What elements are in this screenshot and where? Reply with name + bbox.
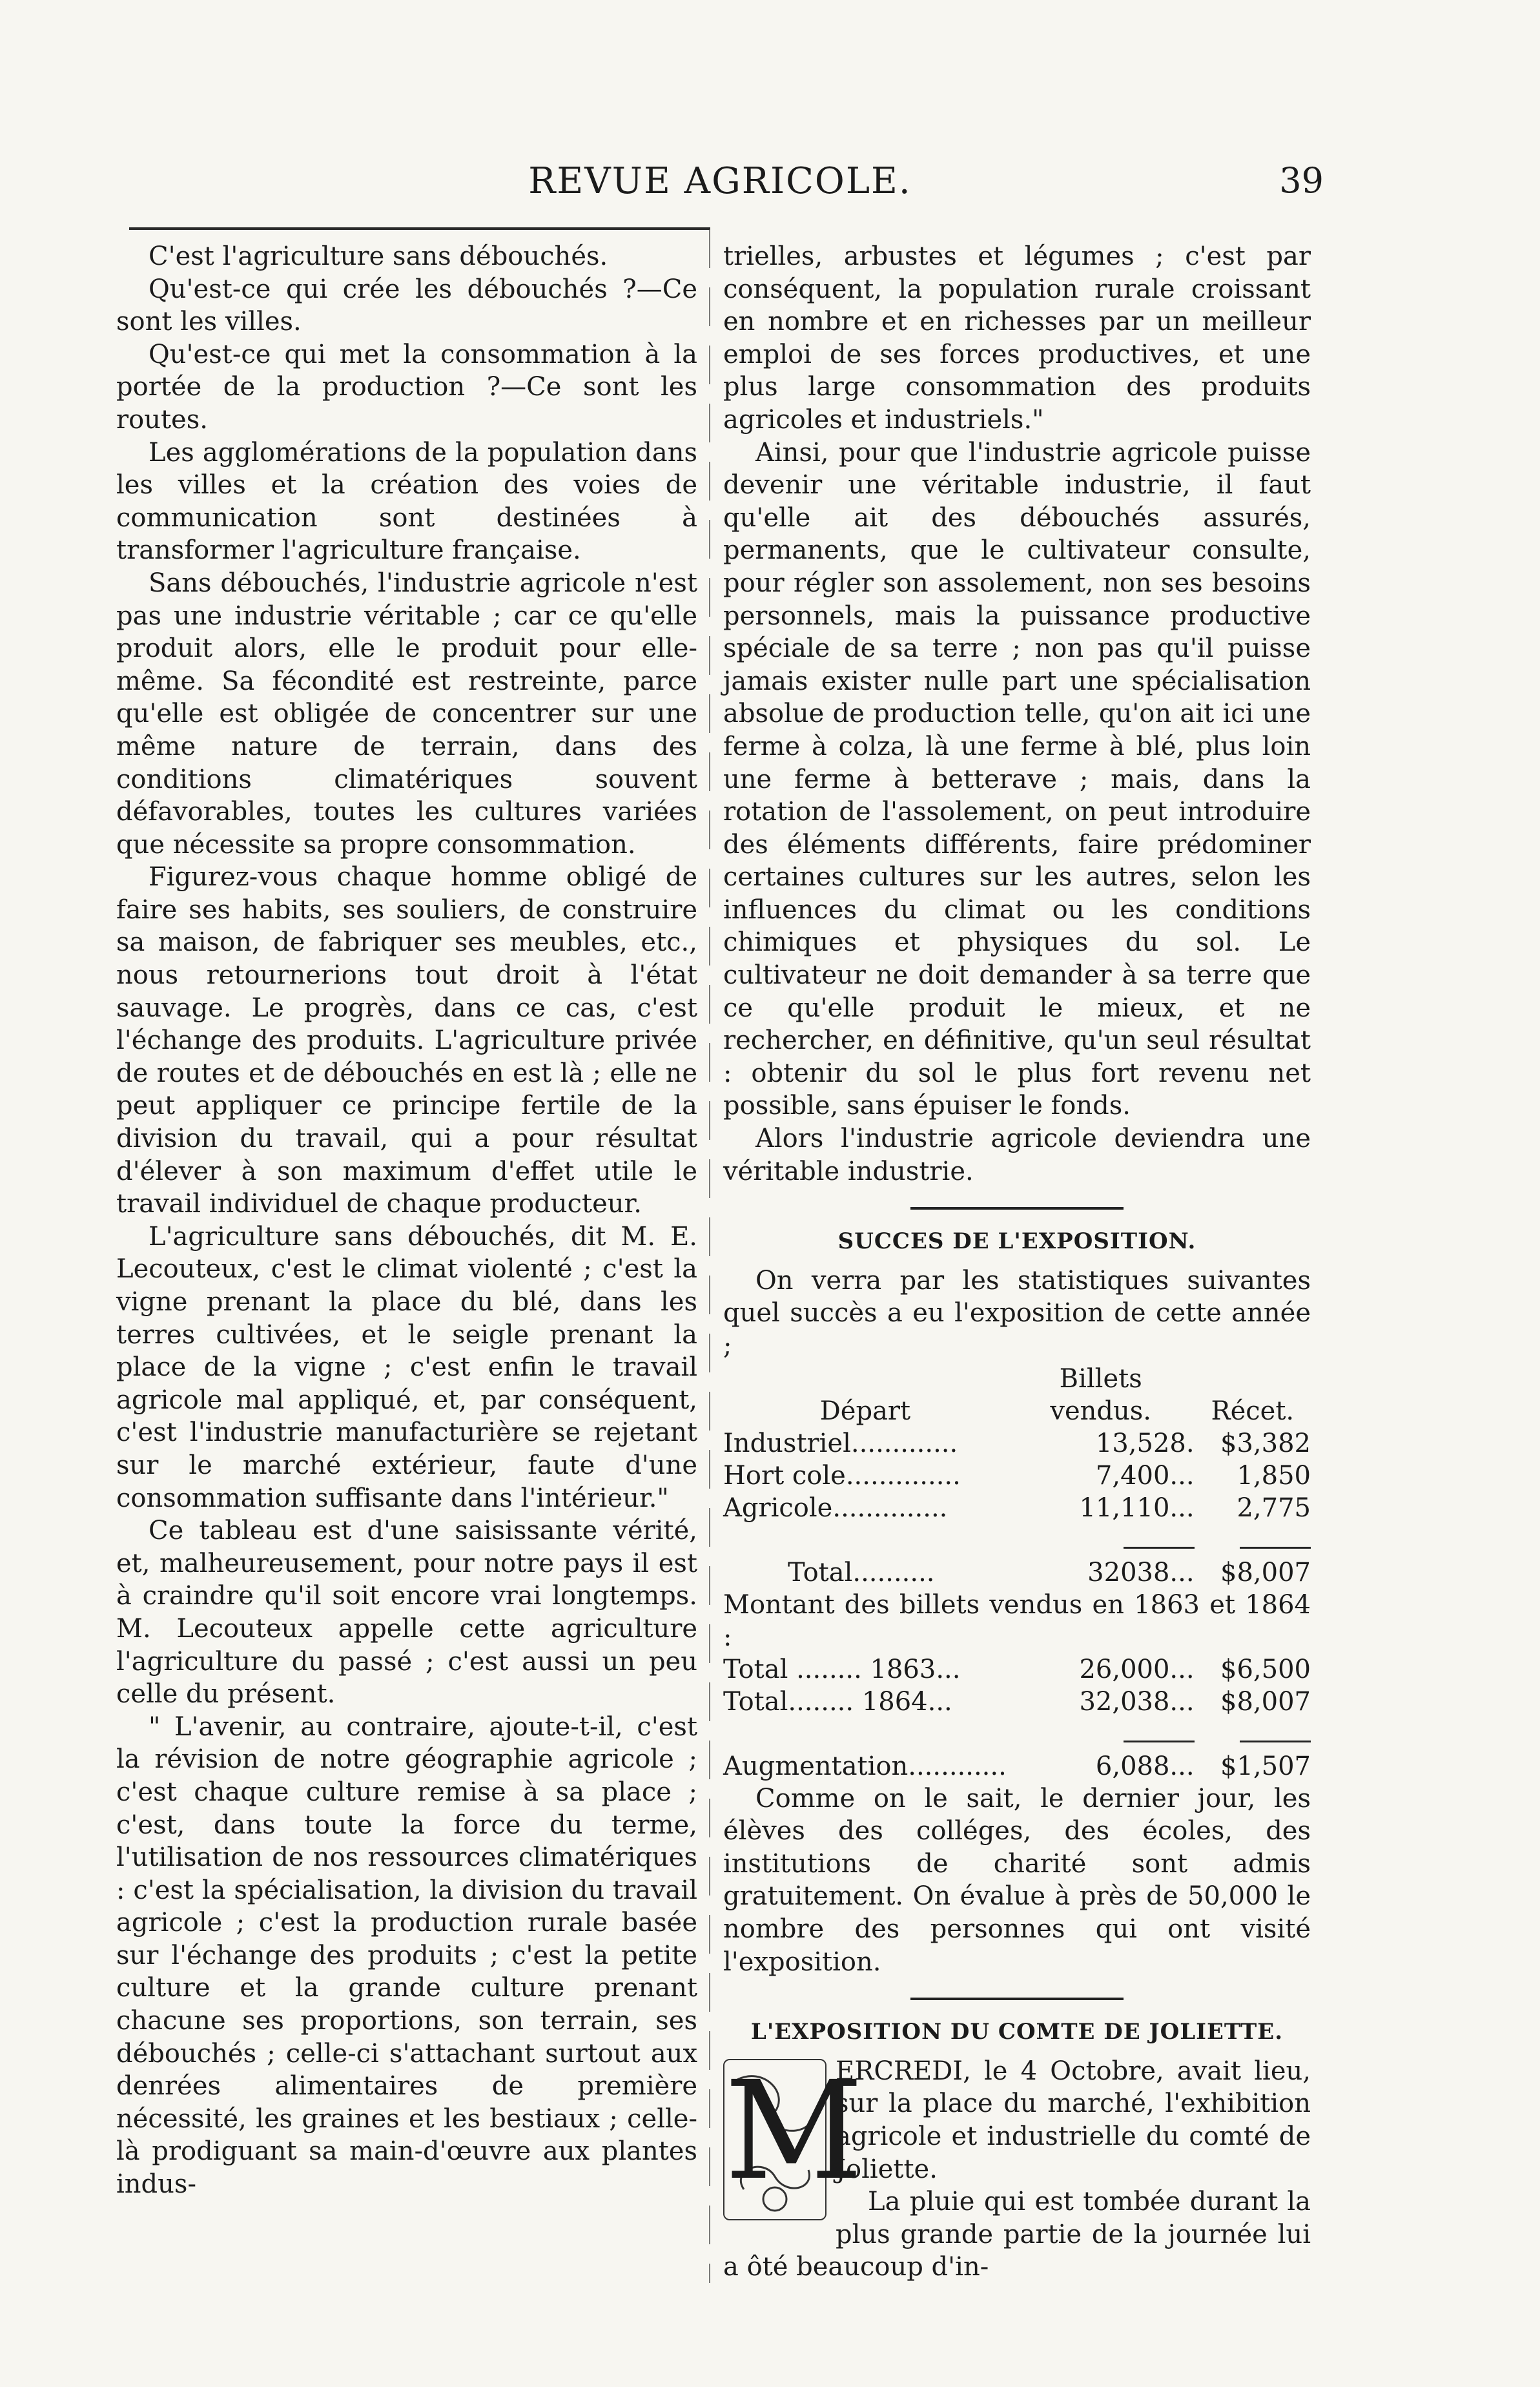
cell: 11,110...: [1079, 1493, 1195, 1523]
journal-title: REVUE AGRICOLE.: [528, 160, 912, 202]
table-row: [723, 1460, 1311, 1492]
ornamental-dropcap: [723, 2051, 864, 2220]
sum-rule: [1240, 1547, 1311, 1549]
paragraph: " L'avenir, au contraire, ajoute-t-il, c'est la révision de notre géographie agricole ; c'est chaque culture remise à sa place ; c'est, dans toute la force du terme, l'utilisation de nos ressources climatériques : c'est la spécialisation, la division du travail agricole ; c'est la production rurale basée sur l'échange des produits ; c'est la petite culture et la grande culture prenant chacune ses proportions, son terrain, ses débouchés ; celle-ci s'attachant surtout aux denrées alimentaires de première nécessité, les graines et les bestiaux ; celle-là prodiguant sa main-d'œuvre aux plantes indus-: [116, 1711, 697, 2200]
paragraph: La pluie qui est tombée durant la plus grande partie de la journée lui a ôté beaucoup d'in-: [723, 2187, 1311, 2282]
augmentation-row: [723, 1750, 1311, 1782]
sum-rule: [1124, 1741, 1195, 1742]
paragraph: Figurez-vous chaque homme obligé de faire ses habits, ses souliers, de construire sa maison, de fabriquer ses meubles, etc., nous retournerions tout droit à l'état sauvage. Le progrès, dans ce cas, c'est l'échange des produits. L'agriculture privée de routes et de débouchés en est là ; elle ne peut appliquer ce principe fertile de la division du travail, qui a pour résultat d'élever à son maximum d'effet utile le travail individuel de chaque producteur.: [116, 862, 697, 1219]
sum-rule: [1240, 1741, 1311, 1742]
column-header: Récet.: [1211, 1396, 1295, 1426]
cell: 13,528.: [1095, 1428, 1195, 1458]
right-column: [723, 240, 1311, 2284]
cell: $8,007: [1220, 1557, 1311, 1587]
cell: 32038...: [1087, 1557, 1195, 1587]
row-label: Agricole..............: [723, 1493, 948, 1523]
table-row: [723, 1492, 1311, 1524]
row-label: Augmentation............: [723, 1751, 1007, 1781]
paragraph: ERCREDI, le 4 Octobre, avait lieu, sur la place du marché, l'exhibition agricole et industrielle du comté de Joliette.: [836, 2056, 1311, 2184]
cell: $8,007: [1220, 1686, 1311, 1717]
paragraph: L'agriculture sans débouchés, dit M. E. Lecouteux, c'est le climat violenté ; c'est la vigne prenant la place du blé, dans les terres cultivées, et le seigle prenant la place de la vigne ; c'est enfin le travail agricole mal appliqué, et, par conséquent, c'est l'industrie manufacturière se rejetant sur le marché extérieur, faute d'une consommation suffisante dans l'intérieur.": [116, 1221, 697, 1513]
total-row: [723, 1556, 1311, 1589]
section-rule: [910, 1207, 1124, 1210]
sum-rule-row: [723, 1524, 1311, 1556]
paragraph: Qu'est-ce qui met la consommation à la portée de la production ?—Ce sont les routes.: [116, 339, 697, 435]
sum-rule-row: [723, 1718, 1311, 1750]
montant-label: Montant des billets vendus en 1863 et 1864 :: [723, 1589, 1311, 1652]
cell: $6,500: [1220, 1654, 1311, 1684]
column-header: Billets vendus.: [1050, 1363, 1152, 1426]
table-row: [723, 1427, 1311, 1460]
article-opening: [723, 2051, 1311, 2284]
row-label: Total ........ 1863...: [723, 1654, 961, 1684]
cell: $3,382: [1220, 1428, 1311, 1458]
cell: 7,400...: [1095, 1460, 1195, 1491]
sum-rule: [1124, 1547, 1195, 1549]
cell: 26,000...: [1079, 1654, 1195, 1684]
cell: 6,088...: [1095, 1751, 1195, 1781]
paragraph: Comme on le sait, le dernier jour, les élèves des colléges, des écoles, des institutions de charité sont admis gratuitement. On évalue à près de 50,000 le nombre des personnes qui ont visité l'exposition.: [723, 1783, 1311, 1977]
cell: $1,507: [1220, 1751, 1311, 1781]
paragraph: Ainsi, pour que l'industrie agricole puisse devenir une véritable industrie, il faut qu'elle ait des débouchés assurés, permanents, que le cultivateur consulte, pour régler son assolement, non ses besoins personnels, mais la puissance productive spéciale de sa terre ; non pas qu'il puisse jamais exister nulle part une spécialisation absolue de production telle, qu'on ait ici une ferme à colza, là une ferme à blé, plus loin une ferme à betterave ; mais, dans la rotation de l'assolement, on peut introduire des éléments différents, faire prédominer certaines cultures sur les autres, selon les influences du climat ou les conditions chimiques et physiques du sol. Le cultivateur ne doit demander à sa terre que ce qu'elle produit le mieux, et ne rechercher, en définitive, qu'un seul résultat : obtenir du sol le plus fort revenu net possible, sans épuiser le fonds.: [723, 437, 1311, 1121]
table-row: [723, 1589, 1311, 1653]
row-label: Total........ 1864...: [723, 1686, 952, 1717]
paragraph: Sans débouchés, l'industrie agricole n'est pas une industrie véritable ; car ce qu'elle produit alors, elle le produit pour elle-même. Sa fécondité est restreinte, parce qu'elle est obligée de concentrer sur une même nature de terrain, dans des conditions climatériques souvent défavorables, toutes les cultures variées que nécessite sa propre consommation.: [116, 568, 697, 860]
header-rule: [129, 227, 710, 230]
paragraph: C'est l'agriculture sans débouchés.: [149, 242, 608, 271]
table-header-row: [723, 1363, 1311, 1427]
paragraph: Qu'est-ce qui crée les débouchés ?—Ce sont les villes.: [116, 274, 697, 337]
paragraph: Ce tableau est d'une saisissante vérité, et, malheureusement, pour notre pays il est à craindre qu'il soit encore vrai longtemps. M. Lecouteux appelle cette agriculture l'agriculture du passé ; c'est aussi un peu celle du présent.: [116, 1516, 697, 1710]
cell: 1,850: [1237, 1460, 1311, 1491]
dropcap-letter: M: [724, 2051, 864, 2210]
section-intro: On verra par les statistiques suivantes quel succès a eu l'exposition de cette année ;: [723, 1265, 1311, 1361]
paragraph: trielles, arbustes et légumes ; c'est par conséquent, la population rurale croissant en nombre et en richesses par un meilleur emploi de ses forces productives, et une plus large consommation des produits agricoles et industriels.": [723, 242, 1311, 435]
row-label: Total..........: [788, 1557, 935, 1587]
cell: 2,775: [1237, 1493, 1311, 1523]
statistics-table: [723, 1363, 1311, 1782]
table-row: [723, 1686, 1311, 1718]
section-rule: [910, 1998, 1124, 2000]
row-label: Hort cole..............: [723, 1460, 961, 1491]
page-header: [116, 154, 1324, 212]
paragraph: Les agglomérations de la population dans les villes et la création des voies de communication sont destinées à transformer l'agriculture française.: [116, 437, 697, 566]
column-divider: [709, 229, 710, 2283]
section-title: L'EXPOSITION DU COMTE DE JOLIETTE.: [750, 2019, 1284, 2045]
page-number: 39: [1279, 160, 1324, 201]
section-title: SUCCES DE L'EXPOSITION.: [837, 1228, 1196, 1255]
left-column: [116, 240, 697, 2201]
cell: 32,038...: [1079, 1686, 1195, 1717]
row-label: Industriel.............: [723, 1428, 958, 1458]
column-header: Départ: [819, 1396, 911, 1426]
table-row: [723, 1653, 1311, 1686]
paragraph: Alors l'industrie agricole deviendra une véritable industrie.: [723, 1124, 1311, 1186]
